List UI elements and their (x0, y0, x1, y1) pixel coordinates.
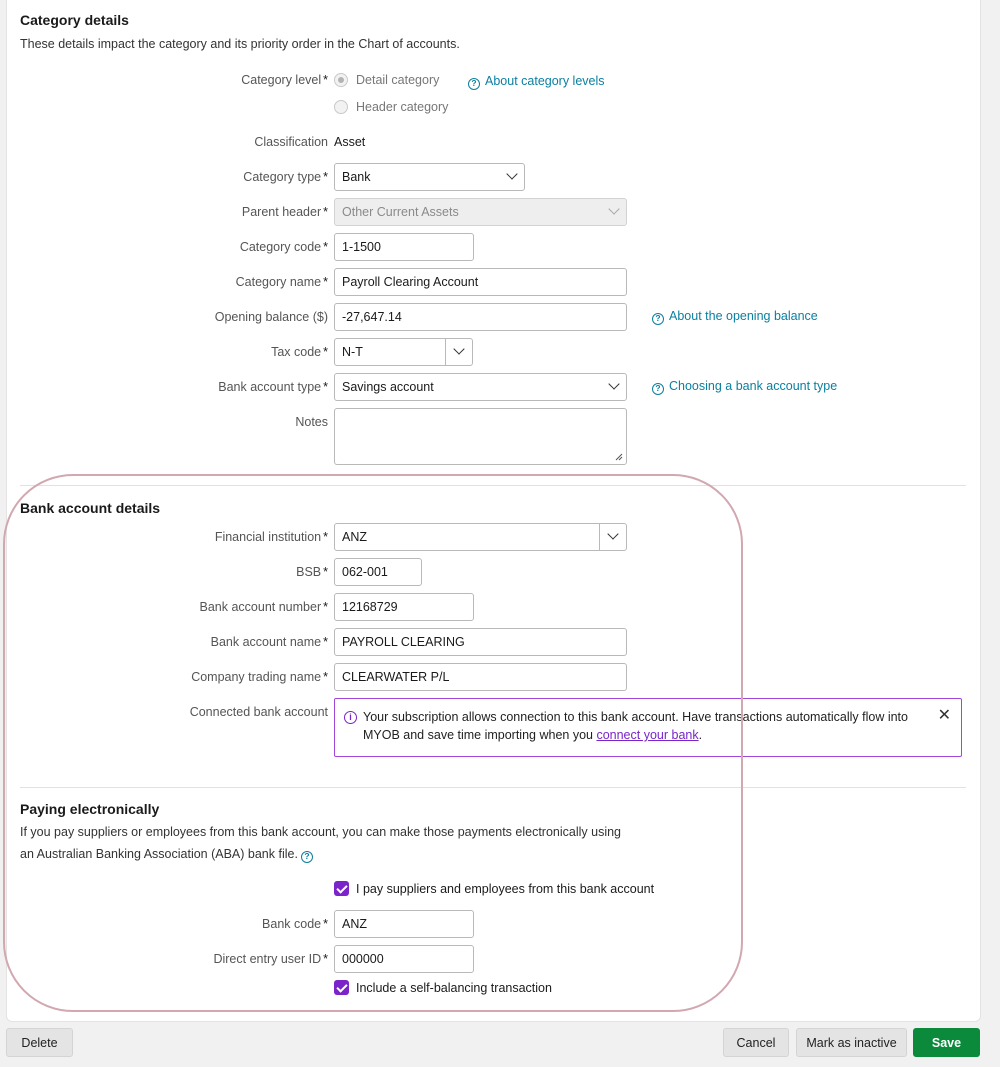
pay-suppliers-checkbox[interactable] (334, 881, 349, 896)
connected-bank-account-label: Connected bank account (189, 705, 328, 719)
self-balancing-checkbox[interactable] (334, 980, 349, 995)
company-trading-name-input[interactable]: CLEARWATER P/L (334, 663, 627, 691)
financial-institution-input[interactable]: ANZ (334, 523, 600, 551)
close-icon[interactable]: ✕ (937, 707, 951, 724)
bsb-label: BSB * (296, 565, 328, 579)
help-icon[interactable]: ? (301, 851, 313, 863)
financial-institution-dropdown-button[interactable] (599, 523, 627, 551)
chevron-down-icon (506, 168, 517, 179)
resize-grip-icon[interactable] (615, 453, 623, 461)
bank-code-input[interactable]: ANZ (334, 910, 474, 938)
bank-account-name-input[interactable]: PAYROLL CLEARING (334, 628, 627, 656)
pay-suppliers-label: I pay suppliers and employees from this bank account (356, 882, 655, 896)
delete-button[interactable]: Delete (6, 1028, 73, 1057)
opening-balance-label: Opening balance ($) (214, 310, 328, 324)
help-icon: ? (468, 78, 480, 90)
notes-textarea[interactable] (334, 408, 627, 465)
help-icon: ? (652, 383, 664, 395)
category-name-label: Category name * (235, 275, 328, 289)
direct-entry-user-id-label: Direct entry user ID * (213, 952, 328, 966)
bank-account-type-select[interactable]: Savings account (334, 373, 627, 401)
self-balancing-label: Include a self-balancing transaction (356, 981, 552, 995)
bank-account-details-title: Bank account details (20, 500, 161, 516)
bank-code-label: Bank code * (262, 917, 328, 931)
category-details-description: These details impact the category and its priority order in the Chart of accounts. (20, 37, 460, 51)
category-code-input[interactable]: 1-1500 (334, 233, 474, 261)
classification-value: Asset (334, 135, 366, 149)
tax-code-dropdown-button[interactable] (445, 338, 473, 366)
bank-account-number-input[interactable]: 12168729 (334, 593, 474, 621)
category-code-label: Category code * (239, 240, 328, 254)
detail-category-radio[interactable] (334, 73, 348, 87)
financial-institution-label: Financial institution * (214, 530, 328, 544)
category-level-label: Category level * (241, 73, 328, 87)
parent-header-select: Other Current Assets (334, 198, 627, 226)
company-trading-name-label: Company trading name * (191, 670, 328, 684)
save-button[interactable]: Save (913, 1028, 980, 1057)
chevron-down-icon (453, 343, 464, 354)
chevron-down-icon (608, 203, 619, 214)
about-category-levels-link[interactable]: ? About category levels (468, 74, 605, 90)
paying-electronically-title: Paying electronically (20, 801, 160, 817)
section-divider (20, 787, 966, 788)
info-icon: i (344, 711, 357, 724)
tax-code-input[interactable]: N-T (334, 338, 446, 366)
paying-electronically-description-line-2: an Australian Banking Association (ABA) bank file. ? (20, 843, 318, 865)
category-details-title: Category details (20, 12, 129, 28)
parent-header-label: Parent header * (241, 205, 328, 219)
header-category-radio[interactable] (334, 100, 348, 114)
category-type-label: Category type * (243, 170, 328, 184)
opening-balance-input[interactable]: -27,647.14 (334, 303, 627, 331)
chevron-down-icon (608, 378, 619, 389)
connect-bank-notice (334, 698, 962, 757)
detail-category-label: Detail category (356, 73, 440, 87)
classification-label: Classification (254, 135, 328, 149)
mark-as-inactive-button[interactable]: Mark as inactive (796, 1028, 907, 1057)
direct-entry-user-id-input[interactable]: 000000 (334, 945, 474, 973)
choosing-bank-account-type-link[interactable]: ? Choosing a bank account type (652, 379, 837, 395)
category-type-select[interactable]: Bank (334, 163, 525, 191)
bank-account-number-label: Bank account number * (199, 600, 328, 614)
bank-account-type-label: Bank account type * (218, 380, 328, 394)
about-opening-balance-link[interactable]: ? About the opening balance (652, 309, 818, 325)
category-name-input[interactable]: Payroll Clearing Account (334, 268, 627, 296)
connect-your-bank-link[interactable]: connect your bank (596, 728, 699, 742)
help-icon: ? (652, 313, 664, 325)
notes-label: Notes (295, 415, 328, 429)
paying-electronically-description-line-1: If you pay suppliers or employees from this bank account, you can make those payments electronically using (20, 825, 622, 839)
bank-account-name-label: Bank account name * (210, 635, 328, 649)
chevron-down-icon (607, 528, 618, 539)
cancel-button[interactable]: Cancel (723, 1028, 789, 1057)
tax-code-label: Tax code * (271, 345, 328, 359)
header-category-label: Header category (356, 100, 449, 114)
section-divider (20, 485, 966, 486)
bsb-input[interactable]: 062-001 (334, 558, 422, 586)
connect-bank-message: Your subscription allows connection to this bank account. Have transactions automatically flow into MYOB and save time importing when you connect your bank. (363, 710, 908, 742)
